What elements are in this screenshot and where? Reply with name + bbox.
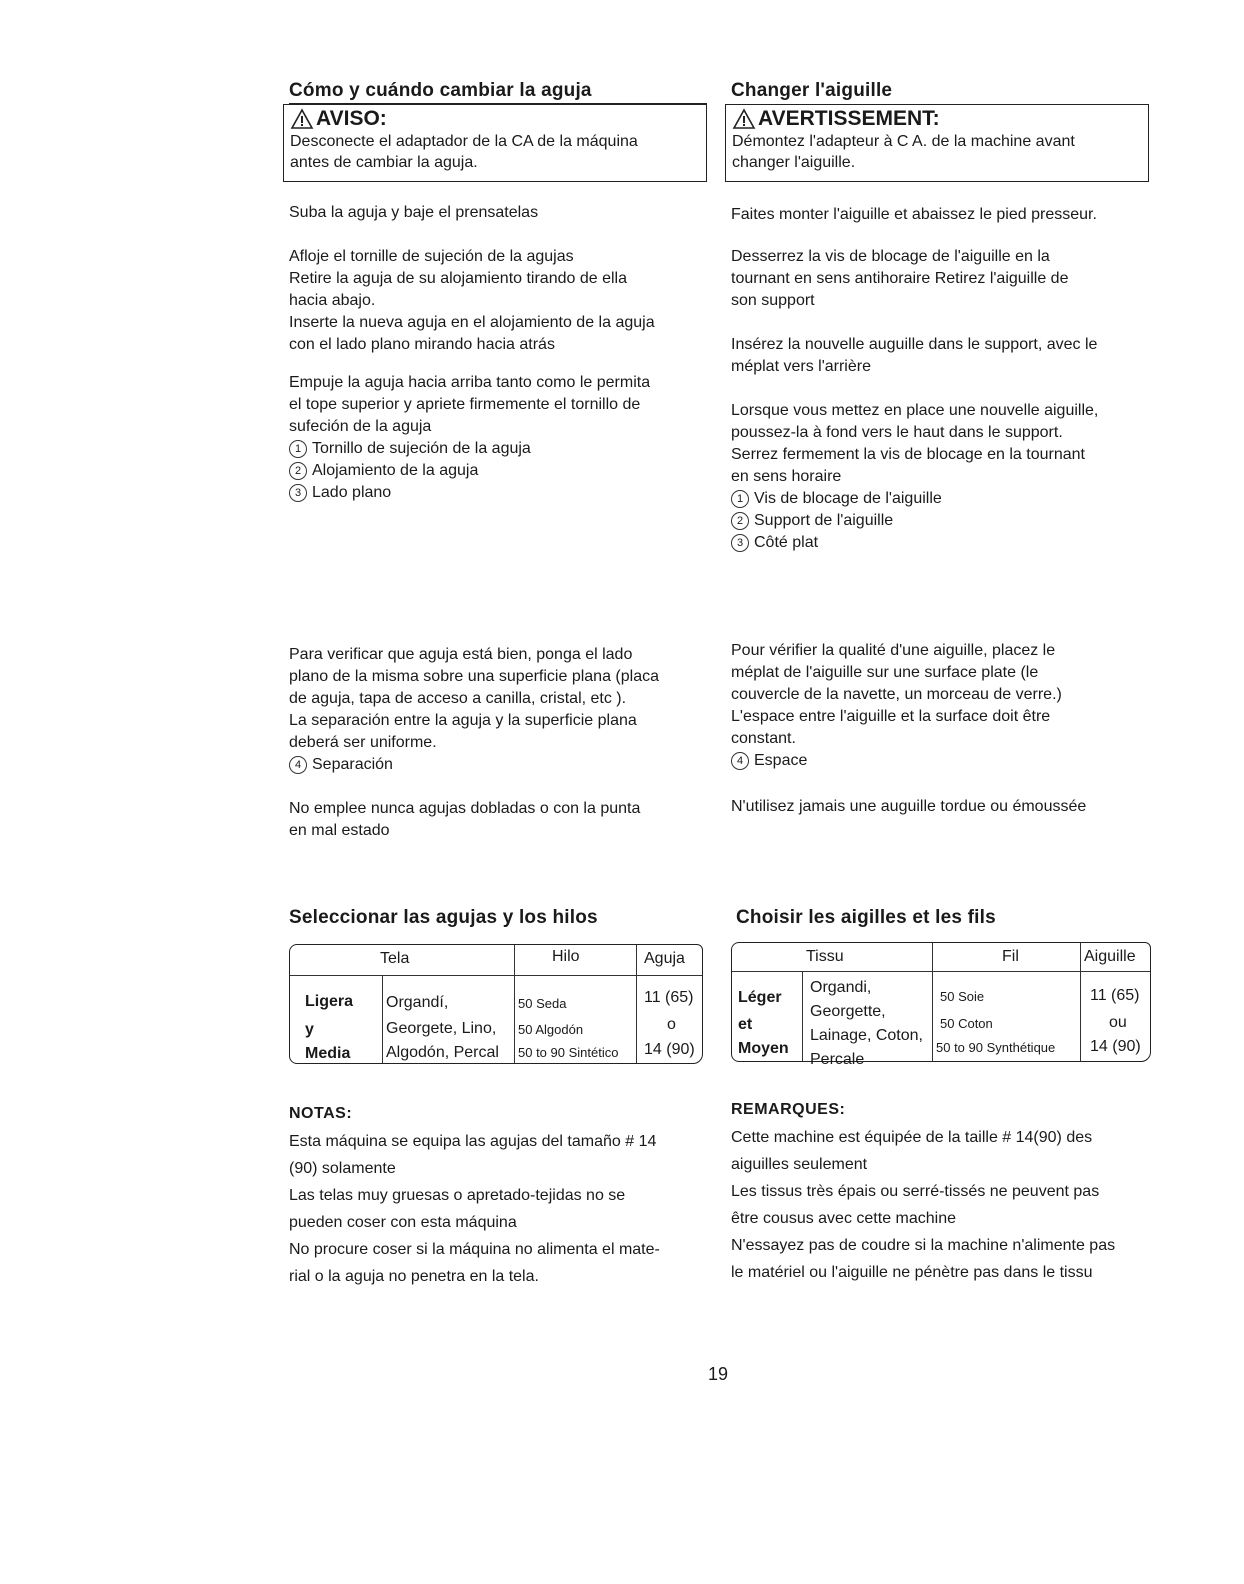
es-needle-table: [289, 944, 703, 1064]
es-table-header-fabric: Tela: [380, 950, 410, 967]
es-thread: 50 to 90 Sintético: [518, 1045, 619, 1060]
circled-number: 3: [731, 534, 749, 552]
es-gap-item: [289, 754, 709, 776]
fr-part-label: Côté plat: [754, 534, 819, 551]
es-paragraph-4: [289, 644, 709, 776]
fr-table-header-thread: Fil: [1002, 948, 1019, 965]
es-needle-size: 14 (90): [644, 1041, 695, 1058]
fr-row-label: Léger: [738, 989, 782, 1006]
circled-number: 2: [731, 512, 749, 530]
fr-p4-line: en sens horaire: [731, 468, 842, 485]
fr-p2-line: son support: [731, 292, 815, 309]
fr-note-line: être cousus avec cette machine: [731, 1210, 957, 1227]
fr-needle-table: [731, 942, 1151, 1068]
es-p4-line: La separación entre la aguja y la superficie plana: [289, 712, 637, 729]
fr-p4-line: Serrez fermement la vis de blocage en la tournant: [731, 446, 1085, 463]
es-part-label: Tornillo de sujeción de la aguja: [312, 440, 531, 457]
fr-note-line: Cette machine est équipée de la taille # 14(90) des: [731, 1129, 1093, 1146]
fr-thread: 50 to 90 Synthétique: [936, 1040, 1056, 1055]
es-part-label: Lado plano: [312, 484, 392, 501]
circled-number: 3: [289, 484, 307, 502]
fr-part-item: [731, 488, 1151, 510]
es-fabric: Organdí,: [386, 994, 449, 1011]
es-paragraph-2: [289, 246, 709, 356]
es-part-label: Alojamiento de la aguja: [312, 462, 479, 479]
fr-note-line: N'essayez pas de coudre si la machine n'alimente pas: [731, 1237, 1116, 1254]
table-divider: [802, 971, 803, 1061]
circled-number: 2: [289, 462, 307, 480]
es-warning-title-row: [290, 107, 700, 131]
es-thread: 50 Algodón: [518, 1022, 584, 1037]
es-warning-line-1: Desconecte el adaptador de la CA de la máquina: [290, 133, 638, 150]
es-part-item: [289, 460, 709, 482]
fr-fabric: Georgette,: [810, 1003, 886, 1020]
es-note-line: (90) solamente: [289, 1160, 396, 1177]
es-table-header-needle: Aguja: [644, 950, 685, 967]
fr-p4-line: Lorsque vous mettez en place une nouvelle aiguille,: [731, 402, 1099, 419]
fr-needle-size: 14 (90): [1090, 1038, 1141, 1055]
es-p3-line: sufeción de la aguja: [289, 418, 432, 435]
fr-table-header-fabric: Tissu: [806, 948, 844, 965]
circled-number: 1: [289, 440, 307, 458]
es-warning-line-2: antes de cambiar la aguja.: [290, 154, 478, 171]
es-fabric: Georgete, Lino,: [386, 1020, 497, 1037]
es-p3-line: el tope superior y apriete firmemente el tornillo de: [289, 396, 641, 413]
circled-number: 4: [289, 756, 307, 774]
fr-paragraph-4: [731, 400, 1151, 554]
es-row-label: y: [305, 1021, 314, 1038]
fr-thread: 50 Coton: [940, 1016, 993, 1031]
table-divider: [514, 945, 515, 1063]
es-gap-label: Separación: [312, 756, 393, 773]
table-divider: [732, 971, 1150, 972]
es-p2-line: hacia abajo.: [289, 292, 376, 309]
fr-p5-line: méplat de l'aiguille sur une surface plate (le: [731, 664, 1039, 681]
fr-paragraph-6: N'utilisez jamais une auguille tordue ou émoussée: [731, 798, 1087, 815]
fr-p3-line: méplat vers l'arrière: [731, 358, 871, 375]
es-paragraph-5: [289, 798, 709, 842]
fr-p5-line: couvercle de la navette, un morceau de verre.): [731, 686, 1062, 703]
es-needle-size: 11 (65): [644, 989, 694, 1006]
fr-p4-line: poussez-la à fond vers le haut dans le support.: [731, 424, 1063, 441]
es-part-item: [289, 438, 709, 460]
circled-number: 4: [731, 752, 749, 770]
fr-p2-line: Desserrez la vis de blocage de l'aiguille en la: [731, 248, 1050, 265]
fr-p5-line: Pour vérifier la qualité d'une aiguille, placez le: [731, 642, 1056, 659]
fr-table-header-needle: Aiguille: [1084, 948, 1136, 965]
fr-needle-size: 11 (65): [1090, 987, 1140, 1004]
fr-heading: Changer l'aiguille: [731, 80, 893, 101]
fr-note-line: le matériel ou l'aiguille ne pénètre pas dans le tissu: [731, 1264, 1093, 1281]
es-heading-2: Seleccionar las agujas y los hilos: [289, 907, 598, 928]
es-p5-line: en mal estado: [289, 822, 390, 839]
es-note-line: pueden coser con esta máquina: [289, 1214, 517, 1231]
es-p2-line: con el lado plano mirando hacia atrás: [289, 336, 555, 353]
es-needle-size: o: [667, 1016, 676, 1033]
es-p4-line: Para verificar que aguja está bien, ponga el lado: [289, 646, 633, 663]
fr-paragraph-1: Faites monter l'aiguille et abaissez le pied presseur.: [731, 206, 1097, 223]
fr-gap-label: Espace: [754, 752, 808, 769]
fr-fabric: Lainage, Coton,: [810, 1027, 923, 1044]
fr-part-item: [731, 510, 1151, 532]
table-divider: [382, 975, 383, 1063]
es-warning-title: AVISO:: [316, 107, 387, 130]
fr-fabric: Percale: [810, 1051, 865, 1068]
fr-thread: 50 Soie: [940, 989, 985, 1004]
fr-warning-box: [725, 104, 1149, 182]
es-notes: [289, 1128, 709, 1290]
fr-p3-line: Insérez la nouvelle auguille dans le support, avec le: [731, 336, 1098, 353]
fr-row-label: Moyen: [738, 1040, 789, 1057]
es-notes-title: NOTAS:: [289, 1105, 353, 1122]
warning-triangle-icon: [290, 108, 314, 130]
table-divider: [636, 945, 637, 1063]
fr-p5-line: constant.: [731, 730, 796, 747]
fr-notes-title: REMARQUES:: [731, 1101, 846, 1118]
fr-heading-2: Choisir les aigilles et les fils: [736, 907, 996, 928]
fr-needle-size: ou: [1109, 1014, 1127, 1031]
es-note-line: rial o la aguja no penetra en la tela.: [289, 1268, 539, 1285]
fr-part-item: [731, 532, 1151, 554]
fr-note-line: Les tissus très épais ou serré-tissés ne peuvent pas: [731, 1183, 1100, 1200]
es-p4-line: de aguja, tapa de acceso a canilla, cristal, etc ).: [289, 690, 627, 707]
fr-warning-title: AVERTISSEMENT:: [758, 107, 940, 130]
es-note-line: No procure coser si la máquina no alimenta el mate-: [289, 1241, 660, 1258]
es-thread: 50 Seda: [518, 996, 567, 1011]
fr-notes: [731, 1124, 1155, 1286]
fr-paragraph-5: [731, 640, 1151, 772]
fr-fabric: Organdi,: [810, 979, 872, 996]
table-divider: [290, 975, 702, 976]
page-number: 19: [708, 1364, 729, 1384]
fr-warning-line-1: Démontez l'adapteur à C A. de la machine avant: [732, 133, 1075, 150]
es-p2-line: Afloje el tornille de sujeción de la agujas: [289, 248, 574, 265]
circled-number: 1: [731, 490, 749, 508]
fr-paragraph-2: [731, 246, 1151, 312]
es-p2-line: Retire la aguja de su alojamiento tirando de ella: [289, 270, 627, 287]
es-paragraph-1: Suba la aguja y baje el prensatelas: [289, 204, 539, 221]
fr-row-label: et: [738, 1016, 753, 1033]
es-row-label: Ligera: [305, 993, 354, 1010]
fr-note-line: aiguilles seulement: [731, 1156, 868, 1173]
es-heading: Cómo y cuándo cambiar la aguja: [289, 80, 707, 104]
es-p4-line: deberá ser uniforme.: [289, 734, 437, 751]
es-p3-line: Empuje la aguja hacia arriba tanto como le permita: [289, 374, 651, 391]
es-p2-line: Inserte la nueva aguja en el alojamiento de la aguja: [289, 314, 655, 331]
es-part-item: [289, 482, 709, 504]
fr-warning-title-row: [732, 107, 1142, 131]
es-note-line: Las telas muy gruesas o apretado-tejidas no se: [289, 1187, 626, 1204]
es-row-label: Media: [305, 1045, 351, 1062]
fr-paragraph-3: [731, 334, 1151, 378]
es-paragraph-3: [289, 372, 709, 504]
table-divider: [1080, 943, 1081, 1061]
fr-warning-line-2: changer l'aiguille.: [732, 154, 856, 171]
fr-part-label: Support de l'aiguille: [754, 512, 894, 529]
es-table-header-thread: Hilo: [552, 948, 580, 965]
es-p4-line: plano de la misma sobre una superficie plana (placa: [289, 668, 659, 685]
es-warning-box: [283, 104, 707, 182]
fr-part-label: Vis de blocage de l'aiguille: [754, 490, 942, 507]
table-divider: [932, 943, 933, 1061]
es-note-line: Esta máquina se equipa las agujas del tamaño # 14: [289, 1133, 657, 1150]
es-fabric: Algodón, Percal: [386, 1044, 499, 1061]
fr-p2-line: tournant en sens antihoraire Retirez l'aiguille de: [731, 270, 1069, 287]
es-p5-line: No emplee nunca agujas dobladas o con la punta: [289, 800, 641, 817]
fr-p5-line: L'espace entre l'aiguille et la surface doit être: [731, 708, 1051, 725]
warning-triangle-icon: [732, 108, 756, 130]
fr-gap-item: [731, 750, 1151, 772]
